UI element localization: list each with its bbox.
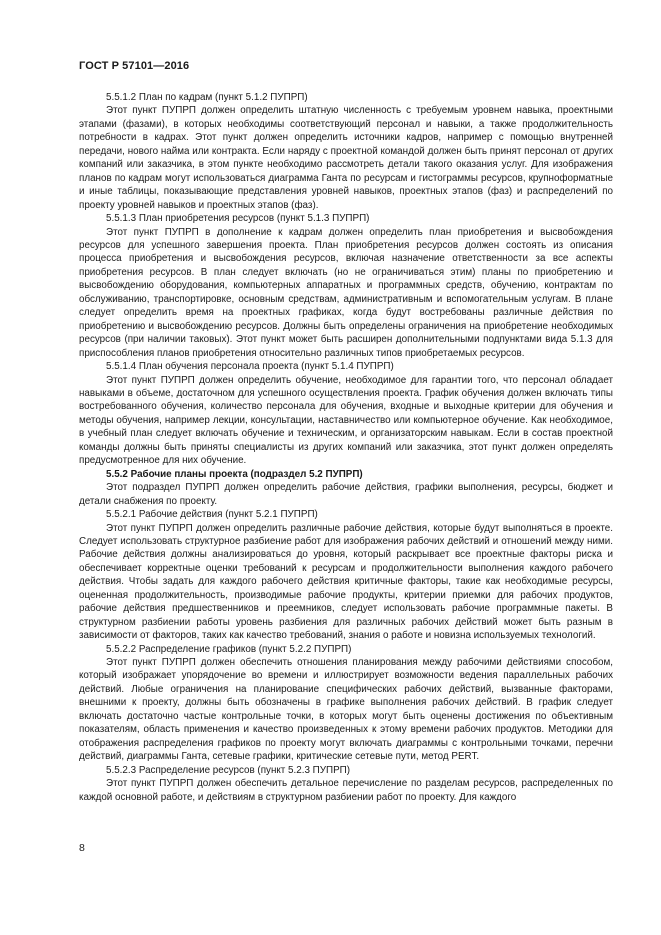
heading-5-5-2-3: 5.5.2.3 Распределение ресурсов (пункт 5.2.3 ПУПРП) [106,764,350,776]
heading-5-5-2-2: 5.5.2.2 Распределение графиков (пункт 5.2.2 ПУПРП) [106,643,352,655]
heading-5-5-1-4: 5.5.1.4 План обучения персонала проекта (пункт 5.1.4 ПУПРП) [106,361,394,373]
body-text [79,91,613,804]
heading-5-5-1-3: 5.5.1.3 План приобретения ресурсов (пункт 5.1.3 ПУПРП) [106,213,370,225]
paragraph: Этот подраздел ПУПРП должен определить рабочие действия, графики выполнения, ресурсы, бюджет и детали снабжения по проекту. [79,482,613,507]
heading-5-5-1-2: 5.5.1.2 План по кадрам (пункт 5.1.2 ПУПРП) [106,92,308,103]
heading-5-5-2: 5.5.2 Рабочие планы проекта (подраздел 5.2 ПУПРП) [106,468,363,480]
standard-code-header: ГОСТ Р 57101—2016 [79,60,190,72]
paragraph: Этот пункт ПУПРП должен определить обучение, необходимое для гарантии того, что персонал обладает навыками в объеме, достаточном для успешного осуществления проекта. График обучения должен включать типы востребованного обучения, количество персонала для обучения, входные и выходные критерии для обучения и методы обучения, например лекции, консультации, наставничество или компьютерное обучение. Как необходимое, в учебный план следует включать обучение и техническим, и организаторским навыкам. Если в состав проектной команды должны быть приняты специалисты из других компаний или заказчика, этот пункт должен определять предусмотренное для них обучение. [79,374,613,467]
heading-5-5-2-1: 5.5.2.1 Рабочие действия (пункт 5.2.1 ПУПРП) [106,509,318,521]
paragraph: Этот пункт ПУПРП должен определить штатную численность с требуемым уровнем навыка, проектными этапами (фазами), в которых необходимы соответствующий персонал и навыки, а также продолжительность потребности в кадрах. Этот пункт должен определить источники кадров, например с помощью внутренней передачи, нового найма или контракта. Если наряду с проектной командой должен быть принят персонал от других компаний или заказчика, в этом пункте необходимо рассмотреть детали такого оказания услуг. Для изображения планов по кадрам могут использоваться диаграмма Ганта по ресурсам и гистограммы ресурсов, крупноформатные и иные таблицы, показывающие представления уровней навыков, проектных этапов (фаз) и распределений по проекту уровней навыков и проектных этапов (фаз). [79,105,613,211]
paragraph: Этот пункт ПУПРП должен обеспечить отношения планирования между рабочими действиями способом, который изображает упорядочение во времени и иллюстрирует возможности ведения параллельных рабочих действий. Любые ограничения на планирование специфических рабочих действий, вызванные факторами, внешними к проекту, должны быть обозначены в графике выполнения рабочих действий. В график следует включать достаточно частые контрольные точки, в которых могут быть оценены достижения по объективным показателям, область применения и качество произведенных к этому времени рабочих продуктов. Методики для отображения распределения графиков по проекту могут включать диаграммы с контрольными точками, перечни действий, диаграммы Ганта, сетевые графики, критические сетевые пути, метод PERT. [79,657,613,763]
paragraph: Этот пункт ПУПРП должен определить различные рабочие действия, которые будут выполняться в проекте. Следует использовать структурное разбиение работ для изображения рабочих действий и отношений между ними. Рабочие действия должны анализироваться до уровня, который раскрывает все проектные факторы риска и обеспечивает корректные оценки требований к ресурсам и продолжительности выполнения каждого рабочего действия. Чтобы задать для каждого рабочего действия критичные факторы, такие как необходимые ресурсы, оцененная продолжительность, производимые рабочие продукты, критерии приемки для рабочих продуктов, рабочие действия предшественников и преемников, следует использовать рабочие программные пакеты. В структурном разбиении работы уровень разбиения для различных рабочих действий может быть разным в зависимости от факторов, таких как качество требований, знания о работе и новизна используемых технологий. [79,522,613,642]
page-number: 8 [79,842,85,854]
paragraph: Этот пункт ПУПРП в дополнение к кадрам должен определить план приобретения и высвобождения ресурсов для успешного завершения проекта. План приобретения ресурсов должен состоять из описания процесса приобретения и высвобождения ресурсов, включая назначение ответственности за все аспекты приобретения ресурсов. В план следует включать (но не ограничиваться этим) планы по приобретению и высвобождению оборудования, компьютерных аппаратных и программных средств, обучению, контрактам по обслуживанию, транспортировке, основным средствам, административным и вспомогательным услугам. В плане следует определить время на проектных графиках, когда будут востребованы различные действия по приобретению и высвобождению ресурсов. Должны быть определены ограничения на приобретение необходимых ресурсов (при наличии таковых). Этот пункт может быть расширен дополнительными подпунктами вида 5.1.3 для приспособления планов приобретения относительно различных типов приобретаемых ресурсов. [79,226,613,359]
paragraph: Этот пункт ПУПРП должен обеспечить детальное перечисление по разделам ресурсов, распределенных по каждой основной работе, и действиям в структурном разбиении работ по проекту. Для каждого [79,778,613,803]
